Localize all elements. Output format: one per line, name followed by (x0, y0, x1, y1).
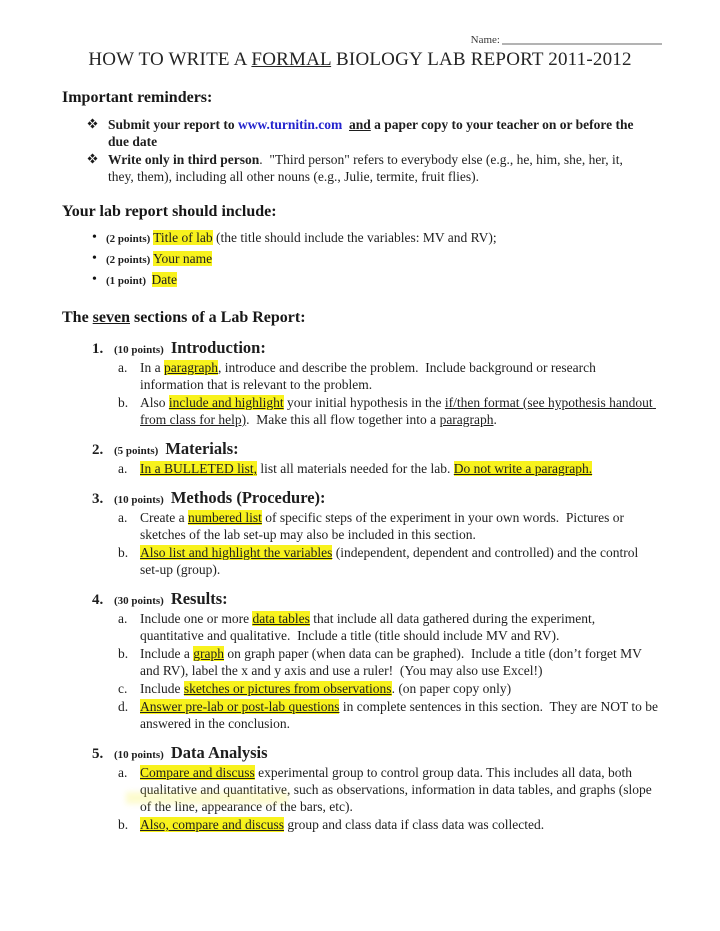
item-number: 5. (92, 746, 104, 762)
section-heading-seven-sections: The seven sections of a Lab Report: (62, 309, 306, 326)
section-heading-important-reminders: Important reminders: (62, 89, 213, 106)
subitem-text: Include a graph on graph paper (when data can be graphed). Include a title (don’t forget MV and RV), label the x and y axis and use a ruler! (You may also use Excel!) (140, 646, 645, 678)
item-title: Methods (Procedure): (170, 488, 326, 507)
round-bullet-icon: • (92, 251, 97, 266)
report-section-item-methods (0, 488, 720, 578)
reminder-item (88, 151, 640, 185)
subitem-letter: a. (118, 360, 128, 375)
list-item-text: (2 points) Title of lab (the title should include the variables: MV and RV); (106, 230, 497, 245)
item-points: (30 points) (114, 595, 164, 607)
item-number: 1. (92, 341, 104, 357)
reminder-text: Write only in third person. "Third person" refers to everybody else (e.g., he, him, she, her, it, they, them), including all other nouns (e.g., Julie, termite, fruit flies). (108, 152, 627, 184)
item-points: (5 points) (114, 445, 159, 457)
item-title: Data Analysis (170, 743, 268, 762)
item-title: Results: (170, 589, 228, 608)
item-title: Materials: (165, 439, 239, 458)
subitem-letter: b. (118, 395, 129, 410)
item-points: (10 points) (114, 494, 164, 506)
subitem-text: Also include and highlight your initial hypothesis in the if/then format (see hypothesis handout from class for help). Make this all flow together into a paragraph. (140, 395, 656, 427)
subitem-text: Compare and discuss experimental group to control group data. This includes all data, both qualitative and quantitative, such as observations, information in data tables, and graphs (slope of the line, appearance of the bars, etc). (140, 765, 656, 814)
report-section-item-results (0, 589, 720, 732)
report-section-item-introduction (0, 338, 720, 428)
round-bullet-icon: • (92, 230, 97, 245)
reminders-list (88, 116, 640, 185)
subitem-row (118, 509, 720, 543)
report-section-item-data-analysis (0, 743, 720, 833)
subitem-row (118, 544, 720, 578)
section-item-heading (92, 439, 720, 459)
highlight-scan-ghost (126, 792, 288, 804)
list-item-text: (2 points) Your name (106, 251, 213, 266)
diamond-bullet-icon (88, 154, 98, 164)
subitem-row (118, 394, 720, 428)
item-number: 4. (92, 592, 104, 608)
subitem-row (118, 645, 720, 679)
subitem-text: Include one or more data tables that include all data gathered during the experiment, quantitative and qualitative. Include a title (title should include MV and RV). (140, 611, 599, 643)
list-item-text: (1 point) Date (106, 272, 178, 287)
list-item (92, 228, 644, 249)
subitem-row (118, 460, 720, 477)
subitem-letter: d. (118, 699, 129, 714)
subitem-text: Create a numbered list of specific steps of the experiment in your own words. Pictures or sketches of the lab set-up may also be included in this section. (140, 510, 628, 542)
subitem-row (118, 698, 720, 732)
subitem-text: Also, compare and discuss group and class data if class data was collected. (140, 817, 545, 832)
item-title: Introduction: (170, 338, 266, 357)
item-number: 3. (92, 491, 104, 507)
subitem-text: In a paragraph, introduce and describe the problem. Include background or research information that is relevant to the problem. (140, 360, 600, 392)
item-points: (10 points) (114, 344, 164, 356)
subitem-letter: a. (118, 765, 128, 780)
reminder-item (88, 116, 640, 150)
list-item (92, 249, 644, 270)
item-points: (10 points) (114, 749, 164, 761)
subitem-text: Answer pre-lab or post-lab questions in complete sentences in this section. They are NOT to be answered in the conclusion. (140, 699, 662, 731)
subitem-row (118, 764, 720, 815)
round-bullet-icon: • (92, 272, 97, 287)
list-item (92, 270, 644, 291)
document-title: HOW TO WRITE A FORMAL BIOLOGY LAB REPORT 2011-2012 (88, 49, 632, 70)
turnitin-link[interactable]: www.turnitin.com (238, 117, 343, 132)
section-item-heading (92, 743, 720, 763)
subitem-text: Include sketches or pictures from observations. (on paper copy only) (140, 681, 512, 696)
section-heading-report-should-include: Your lab report should include: (62, 203, 277, 220)
subitem-row (118, 816, 720, 833)
subitem-letter: b. (118, 646, 129, 661)
section-item-heading (92, 589, 720, 609)
subitem-letter: a. (118, 510, 128, 525)
report-section-item-materials (0, 439, 720, 477)
subitem-row (118, 680, 720, 697)
report-sections-list (0, 338, 720, 833)
subitem-text: In a BULLETED list, list all materials needed for the lab. Do not write a paragraph. (140, 461, 593, 476)
subitem-letter: c. (118, 681, 128, 696)
subitem-text: Also list and highlight the variables (independent, dependent and controlled) and the control set-up (group). (140, 545, 642, 577)
name-label: Name: (470, 34, 500, 46)
subitem-letter: a. (118, 461, 128, 476)
subitem-letter: b. (118, 817, 129, 832)
include-list (92, 228, 644, 291)
reminder-text: Submit your report to www.turnitin.com and a paper copy to your teacher on or before the due date (108, 117, 637, 149)
section-item-heading (92, 488, 720, 508)
item-number: 2. (92, 442, 104, 458)
name-blank-line[interactable] (502, 42, 662, 45)
section-item-heading (92, 338, 720, 358)
subitem-row (118, 359, 720, 393)
subitem-letter: a. (118, 611, 128, 626)
name-row (0, 0, 662, 46)
subitem-row (118, 610, 720, 644)
subitem-letter: b. (118, 545, 129, 560)
diamond-bullet-icon (88, 119, 98, 129)
